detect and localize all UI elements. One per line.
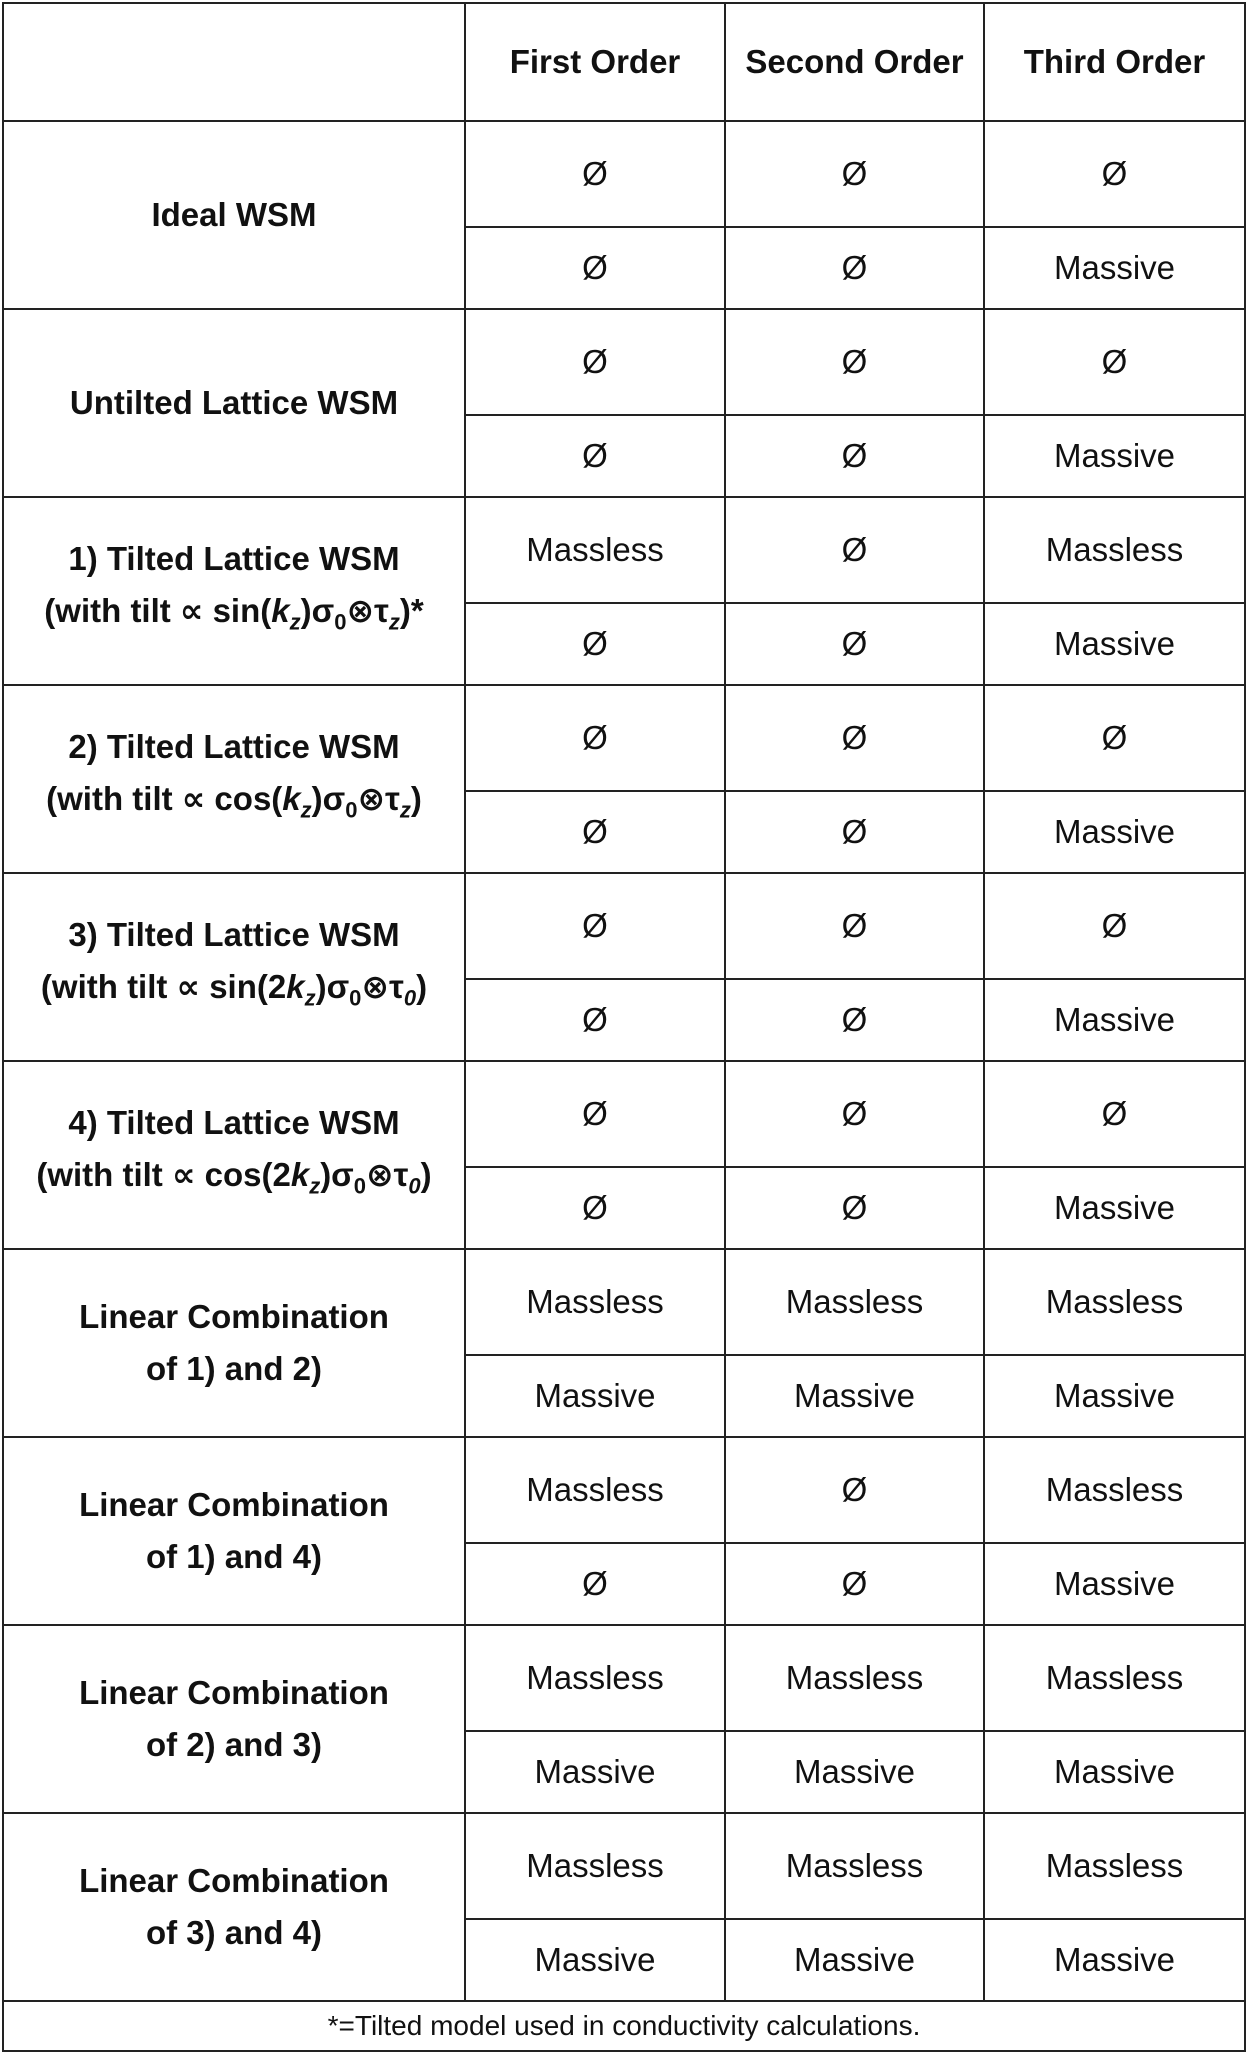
label-formula bbox=[4, 1149, 464, 1213]
label-part-k: k bbox=[271, 592, 290, 630]
cell-value: Ø bbox=[725, 603, 984, 685]
footnote-row bbox=[3, 2001, 1245, 2051]
label-line-2 bbox=[4, 1719, 464, 1771]
table-row bbox=[3, 121, 1245, 227]
header-empty bbox=[3, 3, 465, 121]
cell-value: Ø bbox=[984, 873, 1245, 979]
cell-value: Massive bbox=[984, 791, 1245, 873]
cell-value: Ø bbox=[725, 1437, 984, 1543]
cell-value: Massive bbox=[465, 1355, 725, 1437]
cell-value: Massless bbox=[465, 1437, 725, 1543]
label-line-1 bbox=[4, 909, 464, 961]
cell-value: Ø bbox=[465, 791, 725, 873]
label-line-1 bbox=[4, 1855, 464, 1907]
cell-value: Ø bbox=[465, 1167, 725, 1249]
cell-value: Massive bbox=[984, 979, 1245, 1061]
label-part-l2: of 2) and 3) bbox=[145, 1726, 322, 1763]
row-label bbox=[3, 1061, 465, 1249]
row-label bbox=[3, 497, 465, 685]
cell-value: Massless bbox=[725, 1625, 984, 1731]
header-second-order: Second Order bbox=[725, 3, 984, 121]
row-label bbox=[3, 309, 465, 497]
label-part-ksub: z bbox=[289, 609, 301, 635]
label-part-tsub: z bbox=[388, 609, 400, 635]
cell-value: Ø bbox=[725, 415, 984, 497]
cell-value: Massless bbox=[465, 497, 725, 603]
cell-value: Massless bbox=[725, 1249, 984, 1355]
cell-value: Ø bbox=[465, 603, 725, 685]
cell-value: Massless bbox=[725, 1813, 984, 1919]
label-part-l1: Ideal WSM bbox=[151, 196, 317, 233]
label-part-post: ) bbox=[410, 780, 422, 818]
cell-value: Massless bbox=[465, 1249, 725, 1355]
label-line-1 bbox=[4, 533, 464, 585]
cell-value: Ø bbox=[725, 121, 984, 227]
cell-value: Ø bbox=[465, 873, 725, 979]
cell-value: Ø bbox=[725, 497, 984, 603]
table-row bbox=[3, 1061, 1245, 1167]
label-part-mid: )σ bbox=[311, 780, 346, 818]
label-part-otimes: ⊗τ bbox=[361, 968, 404, 1006]
table-row bbox=[3, 1813, 1245, 1919]
label-part-pre: (with tilt ∝ cos( bbox=[46, 780, 283, 818]
label-part-ksub: z bbox=[309, 1173, 321, 1199]
cell-value: Ø bbox=[465, 1061, 725, 1167]
label-part-l1: Linear Combination bbox=[79, 1298, 389, 1335]
label-part-otimes: ⊗τ bbox=[346, 592, 389, 630]
label-line-1 bbox=[4, 377, 464, 429]
label-part-l1: 4) Tilted Lattice WSM bbox=[68, 1104, 400, 1142]
cell-value: Massive bbox=[984, 1919, 1245, 2001]
label-part-l1: Linear Combination bbox=[79, 1674, 389, 1711]
label-line-1 bbox=[4, 1097, 464, 1149]
label-line-1 bbox=[4, 1291, 464, 1343]
cell-value: Massive bbox=[725, 1731, 984, 1813]
cell-value: Ø bbox=[984, 1061, 1245, 1167]
cell-value: Massive bbox=[465, 1731, 725, 1813]
cell-value: Massive bbox=[984, 1543, 1245, 1625]
label-line-2 bbox=[4, 1907, 464, 1959]
table-row bbox=[3, 873, 1245, 979]
label-line-1 bbox=[4, 1479, 464, 1531]
label-part-mid: )σ bbox=[300, 592, 335, 630]
cell-value: Ø bbox=[725, 1061, 984, 1167]
header-row bbox=[3, 3, 1245, 121]
label-part-k: k bbox=[290, 1156, 310, 1194]
cell-value: Ø bbox=[725, 791, 984, 873]
row-label bbox=[3, 685, 465, 873]
cell-value: Ø bbox=[465, 121, 725, 227]
cell-value: Massive bbox=[984, 1167, 1245, 1249]
label-line-1 bbox=[4, 189, 464, 241]
cell-value: Massive bbox=[984, 1355, 1245, 1437]
cell-value: Ø bbox=[984, 309, 1245, 415]
footnote: *=Tilted model used in conductivity calculations. bbox=[3, 2001, 1245, 2051]
label-part-post: ) bbox=[416, 968, 428, 1006]
results-table bbox=[2, 2, 1246, 2052]
cell-value: Ø bbox=[465, 685, 725, 791]
label-part-l2: of 3) and 4) bbox=[145, 1914, 322, 1951]
label-part-mid: )σ bbox=[320, 1156, 354, 1194]
cell-value: Massless bbox=[984, 497, 1245, 603]
cell-value: Ø bbox=[725, 979, 984, 1061]
cell-value: Massive bbox=[725, 1919, 984, 2001]
label-part-l2: of 1) and 4) bbox=[145, 1538, 322, 1575]
header-first-order: First Order bbox=[465, 3, 725, 121]
cell-value: Ø bbox=[465, 979, 725, 1061]
label-part-pre: (with tilt ∝ sin( bbox=[44, 592, 272, 630]
row-label bbox=[3, 121, 465, 309]
label-formula bbox=[4, 773, 464, 837]
table-row bbox=[3, 309, 1245, 415]
label-part-l1: Untilted Lattice WSM bbox=[69, 384, 399, 421]
cell-value: Massless bbox=[984, 1437, 1245, 1543]
cell-value: Ø bbox=[984, 121, 1245, 227]
label-part-pre: (with tilt ∝ cos(2 bbox=[36, 1156, 291, 1194]
table-row bbox=[3, 1625, 1245, 1731]
cell-value: Ø bbox=[725, 227, 984, 309]
cell-value: Massless bbox=[465, 1625, 725, 1731]
label-part-post: ) bbox=[420, 1156, 432, 1194]
cell-value: Ø bbox=[465, 227, 725, 309]
cell-value: Ø bbox=[465, 1543, 725, 1625]
cell-value: Ø bbox=[465, 309, 725, 415]
label-part-tsub: z bbox=[399, 797, 411, 823]
cell-value: Ø bbox=[465, 415, 725, 497]
label-part-k: k bbox=[286, 968, 305, 1006]
header-third-order: Third Order bbox=[984, 3, 1245, 121]
cell-value: Massive bbox=[984, 415, 1245, 497]
label-part-ksub: z bbox=[300, 797, 312, 823]
label-part-post: )* bbox=[399, 592, 424, 630]
label-line-2 bbox=[4, 1343, 464, 1395]
table-row bbox=[3, 497, 1245, 603]
table-row bbox=[3, 685, 1245, 791]
table-body bbox=[3, 121, 1245, 2001]
label-part-pre: (with tilt ∝ sin(2 bbox=[40, 968, 287, 1006]
cell-value: Massless bbox=[984, 1625, 1245, 1731]
label-part-mid: )σ bbox=[315, 968, 350, 1006]
label-part-k: k bbox=[282, 780, 301, 818]
table-row bbox=[3, 1437, 1245, 1543]
row-label bbox=[3, 873, 465, 1061]
cell-value: Ø bbox=[725, 873, 984, 979]
label-line-1 bbox=[4, 721, 464, 773]
cell-value: Massless bbox=[465, 1813, 725, 1919]
row-label bbox=[3, 1813, 465, 2001]
row-label bbox=[3, 1625, 465, 1813]
label-part-s0: 0 bbox=[353, 1173, 367, 1199]
label-part-l1: 2) Tilted Lattice WSM bbox=[68, 728, 400, 766]
row-label bbox=[3, 1437, 465, 1625]
label-part-s0: 0 bbox=[334, 609, 347, 635]
label-part-s0: 0 bbox=[349, 985, 362, 1011]
label-part-otimes: ⊗τ bbox=[357, 780, 400, 818]
cell-value: Massive bbox=[984, 227, 1245, 309]
cell-value: Massive bbox=[984, 1731, 1245, 1813]
label-part-otimes: ⊗τ bbox=[366, 1156, 409, 1194]
cell-value: Ø bbox=[725, 1167, 984, 1249]
label-part-l1: Linear Combination bbox=[79, 1862, 389, 1899]
cell-value: Ø bbox=[725, 685, 984, 791]
cell-value: Ø bbox=[984, 685, 1245, 791]
table-row bbox=[3, 1249, 1245, 1355]
cell-value: Massive bbox=[984, 603, 1245, 685]
label-part-s0: 0 bbox=[345, 797, 358, 823]
row-label bbox=[3, 1249, 465, 1437]
label-formula bbox=[4, 961, 464, 1025]
label-part-ksub: z bbox=[304, 985, 316, 1011]
label-part-l2: of 1) and 2) bbox=[145, 1350, 322, 1387]
label-part-l1: 1) Tilted Lattice WSM bbox=[68, 540, 400, 578]
label-line-1 bbox=[4, 1667, 464, 1719]
label-formula bbox=[4, 585, 464, 649]
cell-value: Massive bbox=[725, 1355, 984, 1437]
cell-value: Ø bbox=[725, 309, 984, 415]
label-part-l1: Linear Combination bbox=[79, 1486, 389, 1523]
cell-value: Massive bbox=[465, 1919, 725, 2001]
cell-value: Massless bbox=[984, 1249, 1245, 1355]
cell-value: Massless bbox=[984, 1813, 1245, 1919]
cell-value: Ø bbox=[725, 1543, 984, 1625]
label-part-tsub: 0 bbox=[403, 985, 417, 1011]
label-part-l1: 3) Tilted Lattice WSM bbox=[68, 916, 400, 954]
label-part-tsub: 0 bbox=[408, 1173, 421, 1199]
label-line-2 bbox=[4, 1531, 464, 1583]
